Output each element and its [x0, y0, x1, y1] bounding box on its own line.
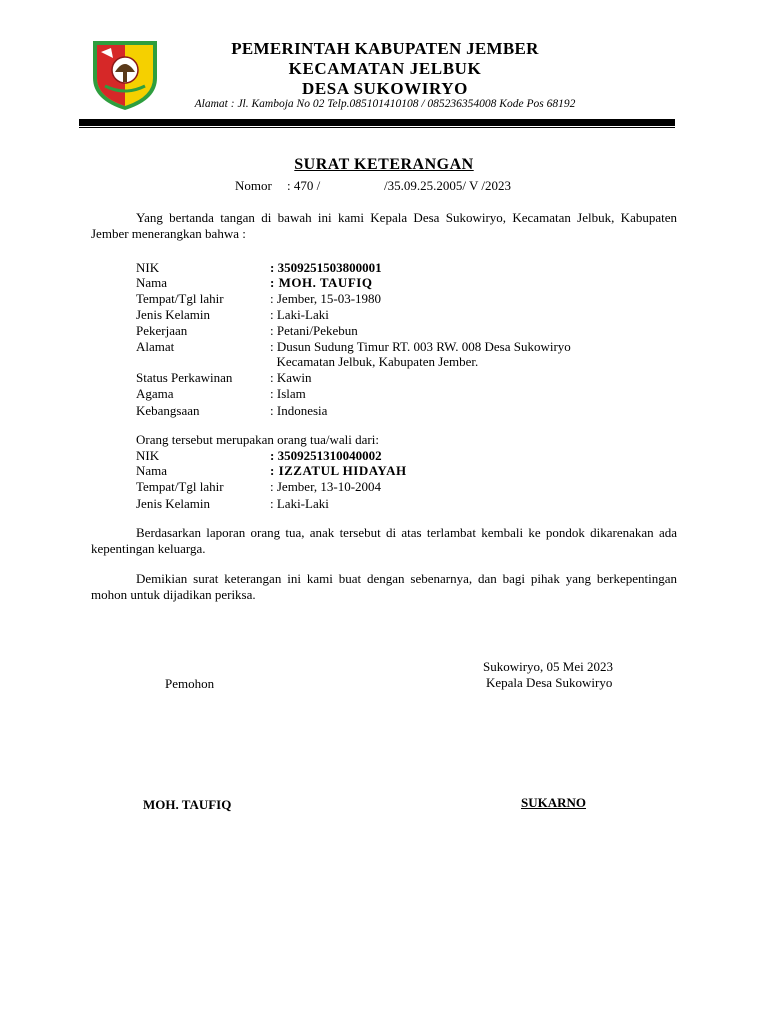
row-label: Tempat/Tgl lahir	[136, 479, 224, 494]
row-value: : Kawin	[270, 370, 312, 385]
letter-number	[235, 178, 512, 194]
row-label: Nama	[136, 275, 168, 290]
jember-regency-emblem-icon	[91, 38, 159, 112]
row-label: Nama	[136, 463, 168, 478]
row-label: Agama	[136, 386, 174, 401]
row-value: : 3509251310040002	[270, 448, 382, 463]
row-label: Tempat/Tgl lahir	[136, 291, 224, 306]
signature-applicant-label: Pemohon	[165, 676, 215, 691]
letter-number-part1: : 470 /	[287, 178, 321, 193]
letter-title: SURAT KETERANGAN	[294, 156, 474, 173]
header-district: KECAMATAN JELBUK	[288, 59, 482, 78]
signature-official-name: SUKARNO	[521, 795, 587, 810]
header-village: DESA SUKOWIRYO	[301, 79, 469, 98]
row-label: Alamat	[136, 339, 175, 354]
signature-applicant-name: MOH. TAUFIQ	[143, 797, 232, 812]
header-divider-thin	[79, 127, 675, 128]
row-value: : Islam	[270, 386, 306, 401]
signature-official-title: Kepala Desa Sukowiryo	[486, 675, 613, 690]
row-value: : Dusun Sudung Timur RT. 003 RW. 008 Desa Sukowiryo	[270, 339, 571, 354]
header-divider-thick	[79, 119, 675, 126]
row-label: Jenis Kelamin	[136, 307, 211, 322]
row-value: : IZZATUL HIDAYAH	[270, 463, 407, 478]
row-value: : Jember, 13-10-2004	[270, 479, 382, 494]
row-label: NIK	[136, 260, 160, 275]
row-label: Kebangsaan	[136, 403, 200, 418]
row-label: Status Perkawinan	[136, 370, 233, 385]
row-value: Kecamatan Jelbuk, Kabupaten Jember.	[270, 354, 479, 369]
signature-place-date: Sukowiryo, 05 Mei 2023	[483, 659, 613, 674]
row-value: : Laki-Laki	[270, 496, 329, 511]
letter-number-part2: /35.09.25.2005/ V /2023	[384, 178, 512, 193]
reason-paragraph: Berdasarkan laporan orang tua, anak tersebut di atas terlambat kembali ke pondok dikarenakan ada kepentingan keluarga.	[91, 525, 677, 556]
row-value: : 3509251503800001	[270, 260, 382, 275]
child-intro: Orang tersebut merupakan orang tua/wali dari:	[136, 432, 379, 447]
intro-paragraph: Yang bertanda tangan di bawah ini kami Kepala Desa Sukowiryo, Kecamatan Jelbuk, Kabupaten Jember menerangkan bahwa :	[91, 210, 677, 241]
row-value: : Indonesia	[270, 403, 328, 418]
closing-paragraph: Demikian surat keterangan ini kami buat dengan sebenarnya, dan bagi pihak yang berkepentingan mohon untuk dijadikan periksa.	[91, 571, 677, 602]
row-label: NIK	[136, 448, 160, 463]
letter-number-label: Nomor	[235, 178, 272, 193]
row-value: : MOH. TAUFIQ	[270, 275, 373, 290]
row-label: Pekerjaan	[136, 323, 188, 338]
row-value: : Petani/Pekebun	[270, 323, 358, 338]
header-address: Alamat : Jl. Kamboja No 02 Telp.085101410108 / 085236354008 Kode Pos 68192	[194, 98, 576, 110]
header-government: PEMERINTAH KABUPATEN JEMBER	[231, 39, 539, 58]
row-label: Jenis Kelamin	[136, 496, 211, 511]
row-value: : Jember, 15-03-1980	[270, 291, 382, 306]
row-value: : Laki-Laki	[270, 307, 329, 322]
